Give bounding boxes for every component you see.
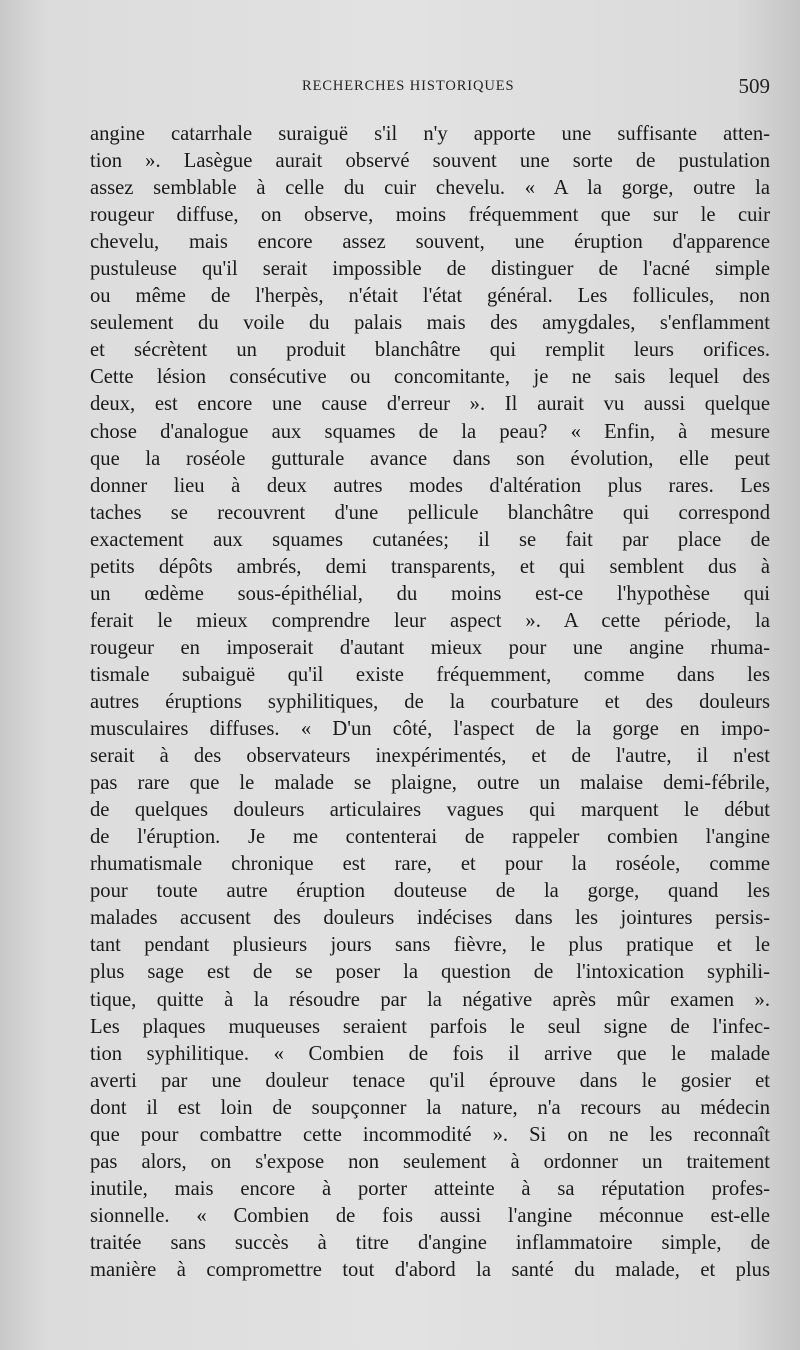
- running-head: [90, 74, 770, 104]
- text-line: pustuleuse qu'il serait impossible de distinguer de l'acné simple: [90, 258, 770, 281]
- text-line: serait à des observateurs inexpérimentés, et de l'autre, il n'est: [90, 745, 770, 768]
- text-line: que pour combattre cette incommodité ». Si on ne les reconnaît: [90, 1123, 770, 1146]
- text-line: Cette lésion consécutive ou concomitante, je ne sais lequel des: [90, 366, 770, 389]
- text-line: tion syphilitique. « Combien de fois il arrive que le malade: [90, 1042, 770, 1065]
- text-line: angine catarrhale suraiguë s'il n'y apporte une suffisante atten-: [90, 123, 770, 145]
- text-line: tismale subaiguë qu'il existe fréquemment, comme dans les: [90, 663, 770, 686]
- text-line: tant pendant plusieurs jours sans fièvre, le plus pratique et le: [90, 934, 770, 957]
- text-line: exactement aux squames cutanées; il se fait par place de: [90, 528, 770, 551]
- text-line: petits dépôts ambrés, demi transparents, et qui semblent dus à: [90, 555, 770, 578]
- text-line: tique, quitte à la résoudre par la négative après mûr examen ».: [90, 988, 770, 1011]
- text-line: chevelu, mais encore assez souvent, une éruption d'apparence: [90, 231, 770, 254]
- text-line: rhumatismale chronique est rare, et pour la roséole, comme: [90, 853, 770, 876]
- text-line: traitée sans succès à titre d'angine inflammatoire simple, de: [90, 1231, 770, 1254]
- text-line: de quelques douleurs articulaires vagues qui marquent le début: [90, 799, 770, 822]
- text-line: rougeur diffuse, on observe, moins fréquemment que sur le cuir: [90, 204, 770, 227]
- text-line: pas alors, on s'expose non seulement à ordonner un traitement: [90, 1150, 770, 1173]
- text-line: rougeur en imposerait d'autant mieux pour une angine rhuma-: [90, 636, 770, 659]
- text-line: autres éruptions syphilitiques, de la courbature et des douleurs: [90, 690, 770, 713]
- text-line: que la roséole gutturale avance dans son évolution, elle peut: [90, 447, 770, 470]
- text-line: et sécrètent un produit blanchâtre qui remplit leurs orifices.: [90, 339, 770, 362]
- text-line: manière à compromettre tout d'abord la santé du malade, et plus: [90, 1258, 770, 1281]
- text-line: chose d'analogue aux squames de la peau? « Enfin, à mesure: [90, 420, 770, 443]
- text-line: donner lieu à deux autres modes d'altération plus rares. Les: [90, 474, 770, 497]
- text-line: averti par une douleur tenace qu'il éprouve dans le gosier et: [90, 1069, 770, 1092]
- text-line: seulement du voile du palais mais des amygdales, s'enflamment: [90, 312, 770, 335]
- text-line: assez semblable à celle du cuir chevelu. « A la gorge, outre la: [90, 177, 770, 200]
- text-line: inutile, mais encore à porter atteinte à sa réputation profes-: [90, 1177, 770, 1200]
- text-line: Les plaques muqueuses seraient parfois le seul signe de l'infec-: [90, 1015, 770, 1038]
- text-line: de l'éruption. Je me contenterai de rappeler combien l'angine: [90, 826, 770, 849]
- text-line: malades accusent des douleurs indécises dans les jointures persis-: [90, 907, 770, 930]
- text-line: sionnelle. « Combien de fois aussi l'angine méconnue est-elle: [90, 1204, 770, 1227]
- page-number: 509: [738, 74, 770, 98]
- running-title: RECHERCHES HISTORIQUES: [302, 78, 515, 94]
- text-line: tion ». Lasègue aurait observé souvent une sorte de pustulation: [90, 150, 770, 173]
- text-line: ferait le mieux comprendre leur aspect ». A cette période, la: [90, 609, 770, 632]
- text-line: pas rare que le malade se plaigne, outre un malaise demi-fébrile,: [90, 772, 770, 795]
- text-line: taches se recouvrent d'une pellicule blanchâtre qui correspond: [90, 501, 770, 524]
- text-line: ou même de l'herpès, n'était l'état général. Les follicules, non: [90, 285, 770, 308]
- text-line: deux, est encore une cause d'erreur ». Il aurait vu aussi quelque: [90, 393, 770, 416]
- text-line: dont il est loin de soupçonner la nature, n'a recours au médecin: [90, 1096, 770, 1119]
- body-text: [90, 121, 770, 1284]
- text-line: pour toute autre éruption douteuse de la gorge, quand les: [90, 880, 770, 903]
- text-line: plus sage est de se poser la question de l'intoxication syphili-: [90, 961, 770, 984]
- text-line: musculaires diffuses. « D'un côté, l'aspect de la gorge en impo-: [90, 718, 770, 741]
- text-line: un œdème sous-épithélial, du moins est-ce l'hypothèse qui: [90, 582, 770, 605]
